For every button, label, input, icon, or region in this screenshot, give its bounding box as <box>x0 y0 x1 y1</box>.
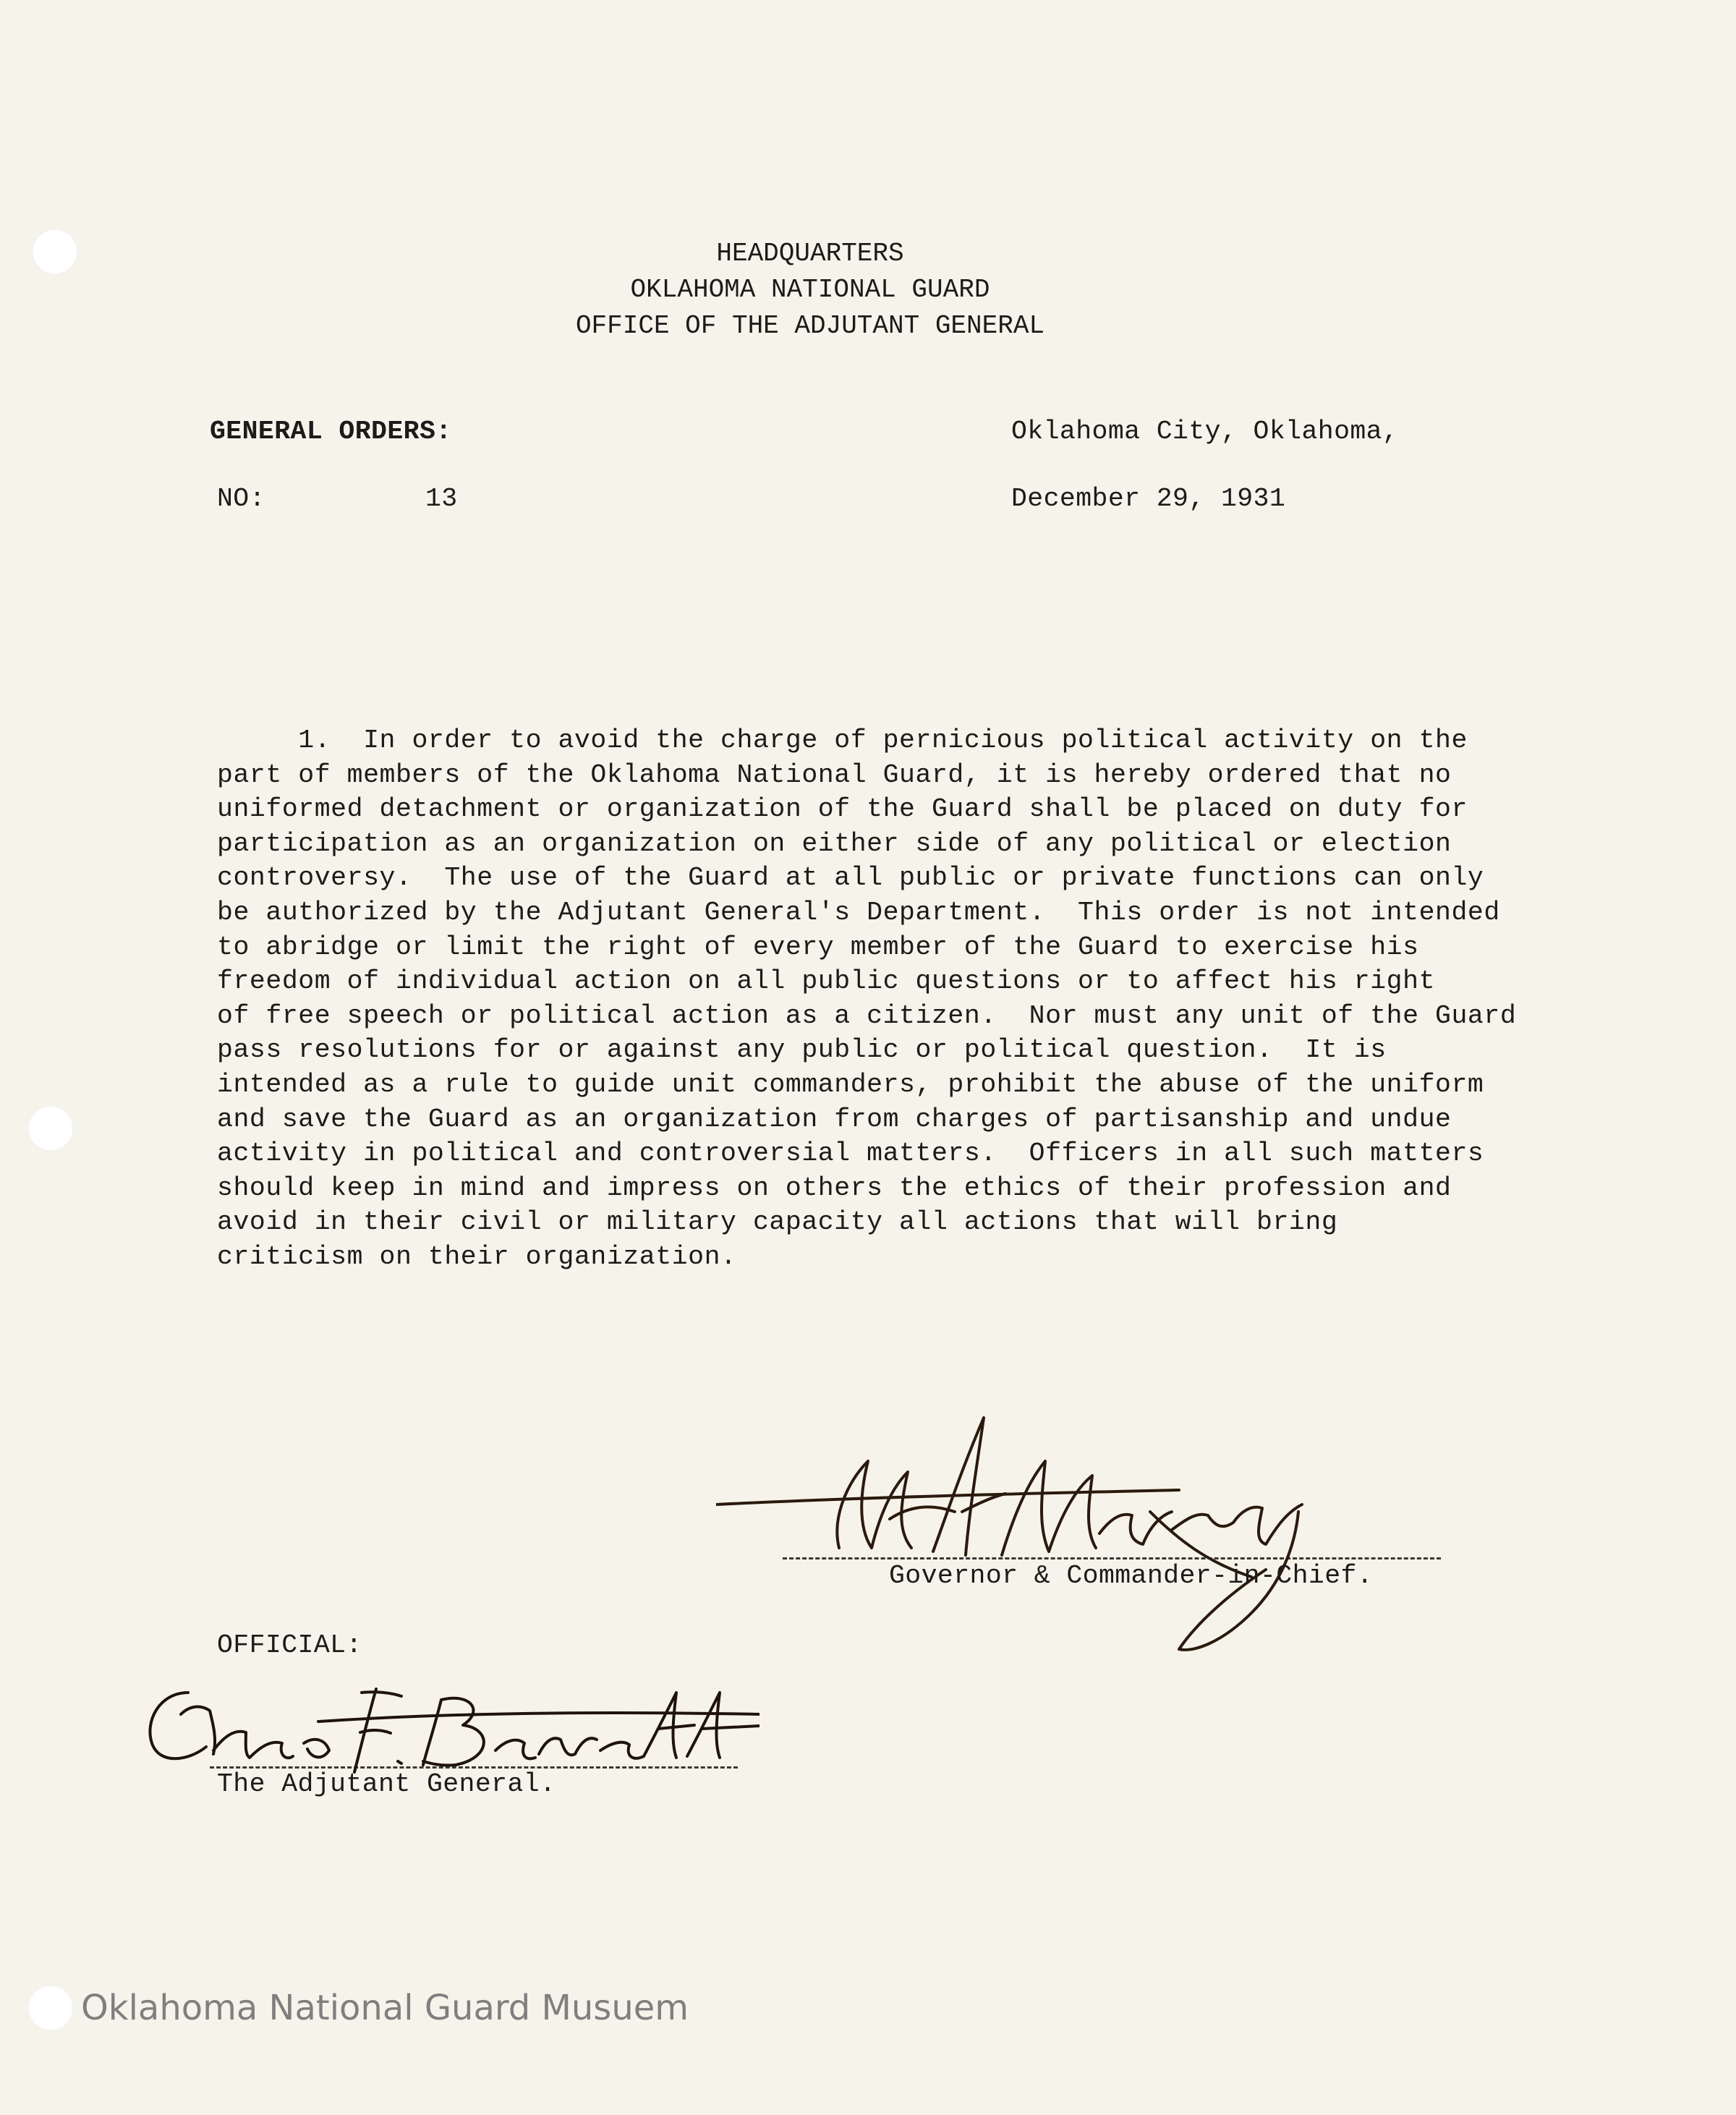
order-number-value: 13 <box>425 484 458 514</box>
punch-hole-bottom <box>27 1985 74 2031</box>
order-date: December 29, 1931 <box>1011 484 1286 514</box>
body-line: part of members of the Oklahoma National Guard, it is hereby ordered that no <box>217 759 1452 790</box>
governor-signature <box>716 1403 1389 1664</box>
body-line: and save the Guard as an organization from charges of partisanship and undue <box>217 1104 1452 1134</box>
body-line: freedom of individual action on all public questions or to affect his right <box>217 966 1436 997</box>
general-orders-label: GENERAL ORDERS: <box>210 417 452 446</box>
adjutant-title: The Adjutant General. <box>217 1769 556 1799</box>
body-line: activity in political and controversial matters. Officers in all such matters <box>217 1139 1484 1169</box>
body-line: be authorized by the Adjutant General's Department. This order is not intended <box>217 897 1500 927</box>
body-line: of free speech or political action as a citizen. Nor must any unit of the Guard <box>217 1000 1517 1031</box>
body-line: avoid in their civil or military capacity all actions that will bring <box>217 1207 1338 1238</box>
body-line: criticism on their organization. <box>217 1241 737 1272</box>
body-line: to abridge or limit the right of every member of the Guard to exercise his <box>217 932 1419 962</box>
body-line: uniformed detachment or organization of the Guard shall be placed on duty for <box>217 794 1468 825</box>
punch-hole-middle <box>27 1105 74 1152</box>
museum-watermark: Oklahoma National Guard Musuem <box>81 1988 689 2028</box>
body-line: pass resolutions for or against any public or political question. It is <box>217 1035 1387 1065</box>
body-line: intended as a rule to guide unit commanders, prohibit the abuse of the uniform <box>217 1069 1484 1099</box>
body-line: should keep in mind and impress on others the ethics of their profession and <box>217 1173 1452 1203</box>
order-number-label: NO: <box>217 484 265 514</box>
adjutant-signature <box>137 1671 760 1779</box>
official-label: OFFICIAL: <box>217 1630 362 1660</box>
order-body <box>217 723 1606 1274</box>
header-headquarters: HEADQUARTERS <box>716 239 904 268</box>
place-line: Oklahoma City, Oklahoma, <box>1011 417 1399 446</box>
body-line: 1. In order to avoid the charge of pernicious political activity on the <box>217 725 1468 755</box>
body-line: participation as an organization on either side of any political or election <box>217 828 1452 859</box>
header-organization: OKLAHOMA NATIONAL GUARD <box>630 275 990 305</box>
governor-title: Governor & Commander-in-Chief. <box>889 1561 1374 1591</box>
body-line: controversy. The use of the Guard at all public or private functions can only <box>217 863 1484 893</box>
header-office: OFFICE OF THE ADJUTANT GENERAL <box>575 311 1045 341</box>
